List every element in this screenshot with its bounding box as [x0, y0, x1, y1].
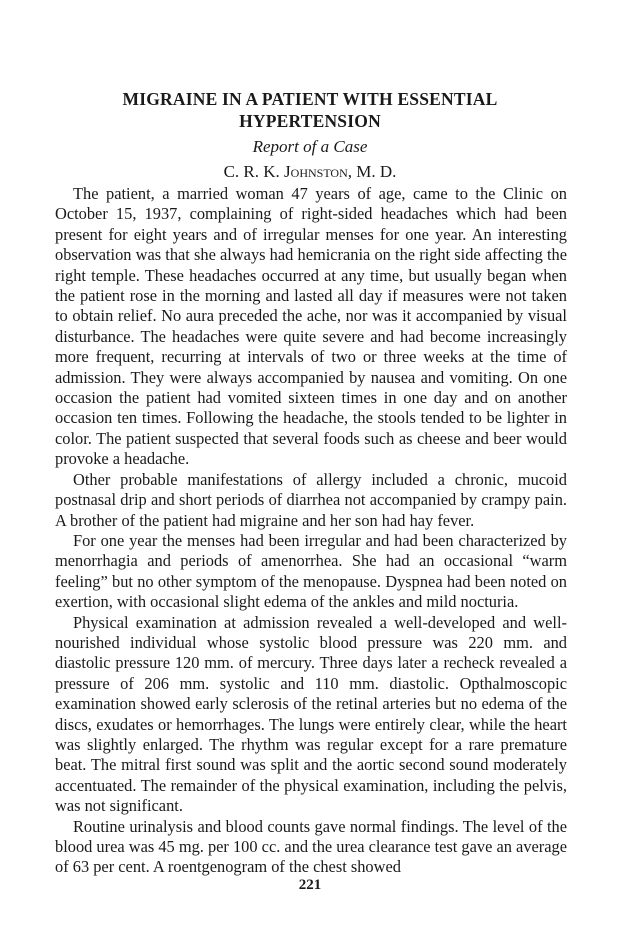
article-author	[40, 161, 580, 183]
body-paragraph: For one year the menses had been irregular and had been characterized by menorrhagia and periods of amenorrhea. She had an occasional “warm feeling” but no other symptom of the menopause. Dyspnea had been noted on exertion, with occasional slight edema of the ankles and mild nocturia.	[55, 530, 567, 612]
body-paragraph: The patient, a married woman 47 years of age, came to the Clinic on October 15, 1937, complaining of right-sided headaches which had been present for eight years and of irregular menses for one year. An interesting observation was that she always had hemicrania on the right side affecting the right temple. These headaches occurred at any time, but usually began when the patient rose in the morning and lasted all day if measures were not taken to obtain relief. No aura preceded the ache, nor was it accompanied by visual disturbance. The headaches were quite severe and had become increasingly more frequent, recurring at intervals of two or three weeks at the time of admission. They were always accompanied by nausea and vomiting. On one occasion the patient had vomited sixteen times in one day and on another occasion ten times. Following the headache, the stools tended to be lighter in color. The patient suspected that several foods such as cheese and beer would provoke a headache.	[55, 184, 567, 469]
body-paragraph: Other probable manifestations of allergy included a chronic, mucoid postnasal drip and short periods of diarrhea not accompanied by crampy pain. A brother of the patient had migraine and her son had hay fever.	[55, 469, 567, 530]
article-body	[55, 184, 567, 878]
article-title-line-2: HYPERTENSION	[239, 111, 381, 131]
body-paragraph: Routine urinalysis and blood counts gave normal findings. The level of the blood urea was 45 mg. per 100 cc. and the urea clearance test gave an average of 63 per cent. A roentgenogram of the chest showed	[55, 816, 567, 877]
page-number: 221	[298, 877, 322, 893]
body-paragraph: Physical examination at admission revealed a well-developed and well-nourished individual whose systolic blood pressure was 220 mm. and diastolic pressure 120 mm. of mercury. Three days later a recheck revealed a pressure of 206 mm. systolic and 110 mm. diastolic. Opthalmoscopic examination showed early sclerosis of the retinal arteries but no edema of the discs, exudates or hemorrhages. The lungs were entirely clear, while the heart was slightly enlarged. The rhythm was regular except for a rare premature beat. The mitral first sound was split and the aortic second sound moderately accentuated. The remainder of the physical examination, including the pelvis, was not significant.	[55, 612, 567, 816]
article-subtitle: Report of a Case	[252, 137, 368, 156]
article-title-line-1: MIGRAINE IN A PATIENT WITH ESSENTIAL	[122, 89, 498, 109]
author-degree: , M. D.	[347, 162, 397, 181]
author-initials: C. R. K.	[223, 162, 285, 181]
author-surname: Johnston	[284, 162, 348, 181]
